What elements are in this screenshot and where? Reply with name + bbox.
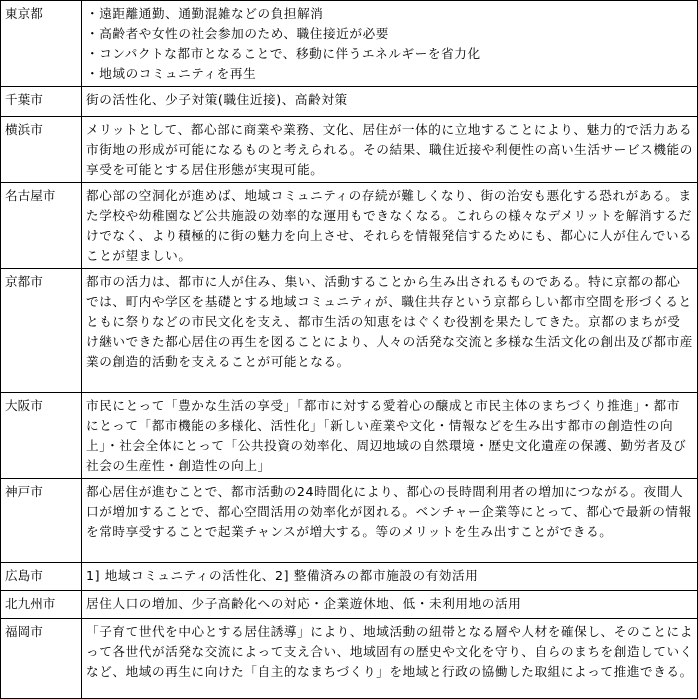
table-row	[1, 117, 698, 183]
table-row	[1, 1, 698, 87]
bullet-item: ・コンパクトな都市となることで、移動に伴うエネルギーを省力化	[86, 46, 481, 61]
description-cell: 都心部の空洞化が進めば、地域コミュニティの存続が難しくなり、街の治安も悪化する恐れがある。また学校や幼稚園など公共施設の効率的な運用もできなくなる。これらの様々なデメリットを解消するだけでなく、より積極的に街の魅力を向上させ、それらを情報発信するためにも、都心に人が住んでいることが望ましい。	[82, 183, 698, 269]
bullet-item: ・高齢者や女性の社会参加のため、職住接近が必要	[86, 26, 389, 41]
city-name: 北九州市	[1, 591, 82, 619]
description-cell: 都心居住が進むことで、都市活動の24時間化により、都心の長時間利用者の増加につながる。夜間人口が増加することで、都心空間活用の効率化が図れる。ベンチャー企業等にとって、都心で最新の情報を常時享受することで起業チャンスが増大する。等のメリットを生み出すことができる。	[82, 479, 698, 563]
description-cell: 「子育て世代を中心とする居住誘導」により、地域活動の紐帯となる層や人材を確保し、そのことによって各世代が活発な交流によって支え合い、地域固有の歴史や文化を守り、自らのまちを創造していくなど、地域の再生に向けた「自主的なまちづくり」を地域と行政の協働した取組によって推進できる。	[82, 619, 698, 699]
description-cell: メリットとして、都心部に商業や業務、文化、居住が一体的に立地することにより、魅力的で活力ある市街地の形成が可能になるものと考えられる。その結果、職住近接や利便性の高い生活サービス機能の享受を可能とする居住形態が実現可能。	[82, 117, 698, 183]
city-name: 大阪市	[1, 393, 82, 479]
table-row	[1, 563, 698, 591]
city-name: 千葉市	[1, 87, 82, 117]
table-row	[1, 269, 698, 393]
city-name: 広島市	[1, 563, 82, 591]
description-cell: 市民にとって「豊かな生活の享受」「都市に対する愛着心の醸成と市民主体のまちづくり推進」・都市にとって「都市機能の多様化、活性化」「新しい産業や文化・情報などを生み出す都市の創造性の向上」・社会全体にとって「公共投資の効率化、周辺地域の自然環境・歴史文化遺産の保護、勤労者及び社会の生産性・創造性の向上」	[82, 393, 698, 479]
city-name: 福岡市	[1, 619, 82, 699]
table-row	[1, 591, 698, 619]
table-row	[1, 183, 698, 269]
bullet-item: ・地域のコミュニティを再生	[86, 66, 257, 81]
description-cell	[82, 1, 698, 87]
description-cell: 居住人口の増加、少子高齢化への対応・企業遊休地、低・未利用地の活用	[82, 591, 698, 619]
table-row	[1, 619, 698, 699]
city-name: 東京都	[1, 1, 82, 87]
table-row	[1, 87, 698, 117]
description-cell: 1] 地域コミュニティの活性化、2] 整備済みの都市施設の有効活用	[82, 563, 698, 591]
city-name: 横浜市	[1, 117, 82, 183]
city-name: 神戸市	[1, 479, 82, 563]
table-row	[1, 479, 698, 563]
description-cell: 街の活性化、少子対策(職住近接)、高齢対策	[82, 87, 698, 117]
city-name: 名古屋市	[1, 183, 82, 269]
bullet-item: ・遠距離通勤、通勤混雑などの負担解消	[86, 6, 324, 21]
description-cell: 都市の活力は、都市に人が住み、集い、活動することから生み出されるものである。特に京都の都心では、町内や学区を基礎とする地域コミュニティが、職住共存という京都らしい都市空間を形づくるとともに祭りなどの市民文化を支え、都市生活の知恵をはぐくむ役割を果たしてきた。京都のまちが受け継いできた都心居住の再生を図ることにより、人々の活発な交流と多様な生活文化の創出及び都市産業の創造的活動を支えることが可能となる。	[82, 269, 698, 393]
city-name: 京都市	[1, 269, 82, 393]
table-row	[1, 393, 698, 479]
